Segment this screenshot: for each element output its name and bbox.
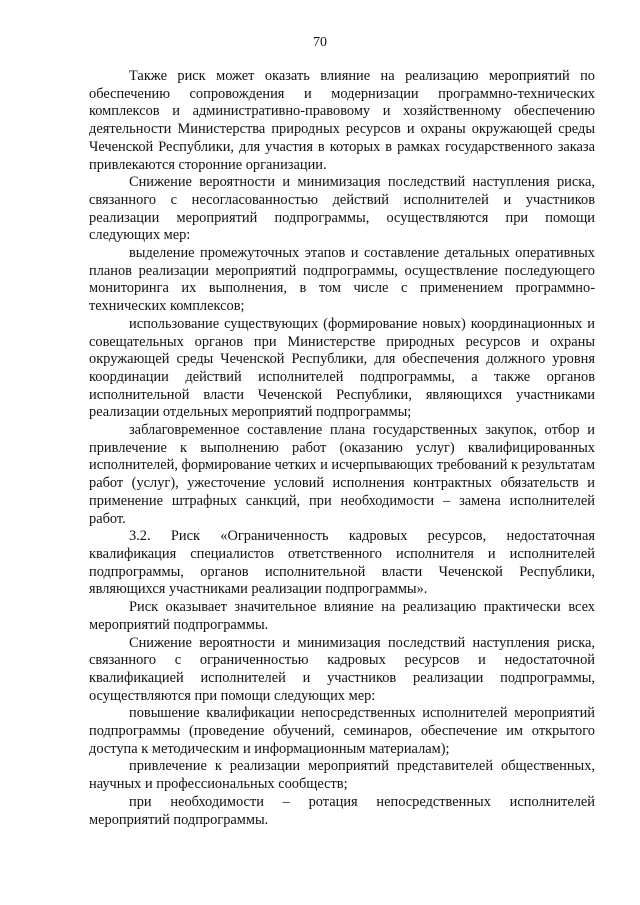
document-body bbox=[89, 68, 595, 829]
paragraph-mitigation-intro-1: Снижение вероятности и минимизация последствий наступления риска, связанного с несогласованностью действий исполнителей и участников реализации мероприятий подпрограммы, осуществляются при помощи следующих мер: bbox=[89, 174, 595, 244]
paragraph-mitigation-intro-2: Снижение вероятности и минимизация последствий наступления риска, связанного с ограниченностью кадровых ресурсов и недостаточной квалификацией исполнителей и участников реализации подпрограммы, осуществляются при помощи следующих мер: bbox=[89, 634, 595, 704]
measure-qualification: повышение квалификации непосредственных исполнителей мероприятий подпрограммы (проведение обучений, семинаров, обеспечение им открытого доступа к методическим и информационным материалам); bbox=[89, 705, 595, 757]
page-number: 70 bbox=[313, 35, 327, 50]
measure-coordination-bodies: использование существующих (формирование новых) координационных и совещательных органов при Министерстве природных ресурсов и охраны окружающей среды Чеченской Республики, для обеспечения должного уровня координации действий исполнителей подпрограммы, а также органов исполнительной власти Чеченской Республики, являющихся участниками реализации отдельных мероприятий подпрограммы; bbox=[89, 315, 595, 421]
measure-procurement-planning: заблаговременное составление плана государственных закупок, отбор и привлечение к выполнению работ (оказанию услуг) квалифицированных исполнителей, формирование четких и исчерпывающих требований к результатам работ (услуг), ужесточение условий исполнения контрактных обязательств и применение штрафных санкций, при необходимости – замена исполнителей работ. bbox=[89, 422, 595, 527]
paragraph-risk-3-2: 3.2. Риск «Ограниченность кадровых ресурсов, недостаточная квалификация специалистов ответственного исполнителя и исполнителей подпрограммы, органов исполнительной власти Чеченской Республики, являющихся участниками реализации подпрограммы». bbox=[89, 528, 595, 598]
paragraph-risk-influence: Также риск может оказать влияние на реализацию мероприятий по обеспечению сопровождения и модернизации программно-технических комплексов и административно-правовому и хозяйственному обеспечению деятельности Министерства природных ресурсов и охраны окружающей среды Чеченской Республики, для участия в которых в рамках государственного заказа привлекаются сторонние организации. bbox=[89, 68, 595, 173]
paragraph-risk-impact: Риск оказывает значительное влияние на реализацию практически всех мероприятий подпрограммы. bbox=[89, 599, 595, 633]
measure-rotation: при необходимости – ротация непосредственных исполнителей мероприятий подпрограммы. bbox=[89, 793, 595, 828]
measure-stages-planning: выделение промежуточных этапов и составление детальных оперативных планов реализации мероприятий подпрограммы, осуществление последующего мониторинга их выполнения, в том числе с применением программно-технических комплексов; bbox=[89, 245, 595, 315]
measure-community-involvement: привлечение к реализации мероприятий представителей общественных, научных и профессиональных сообществ; bbox=[89, 758, 595, 793]
